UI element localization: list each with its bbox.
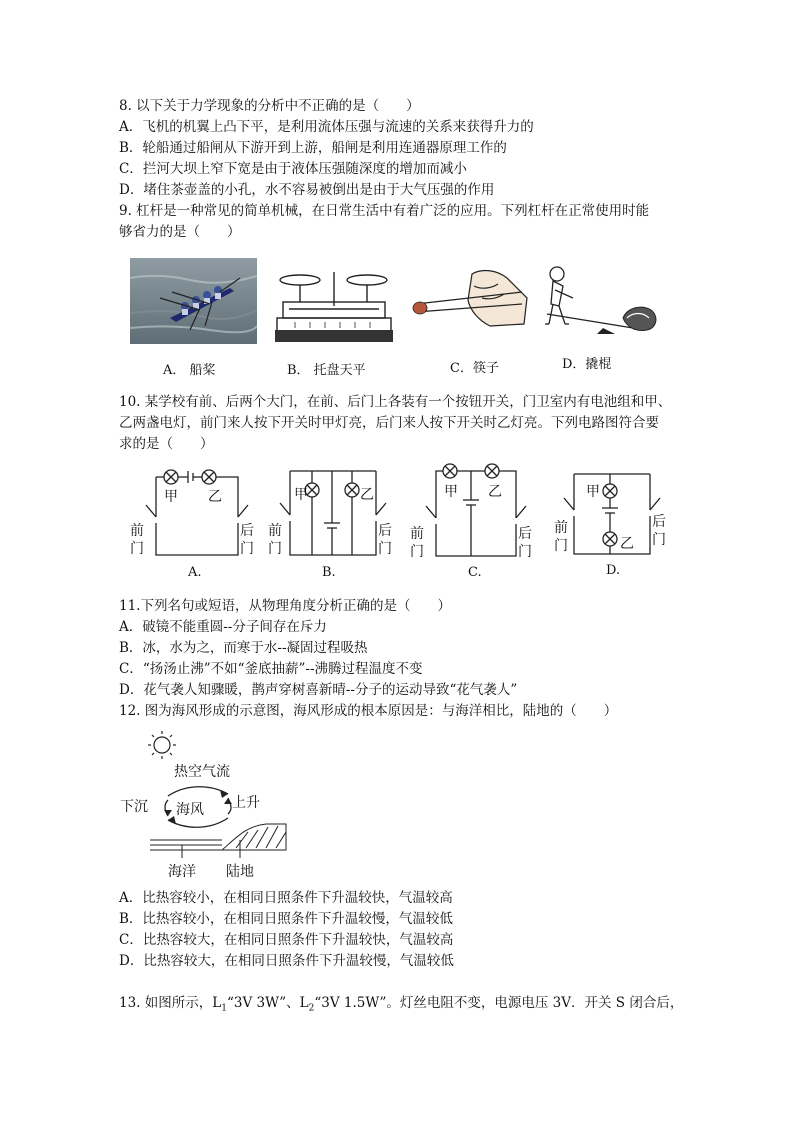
q9-caption-a: A． 船桨 [163, 363, 216, 378]
q10c-back: 后 [518, 526, 532, 542]
q10c-door-front: 门 [410, 544, 424, 560]
q9-stem-line2: 够省力的是（ ） [119, 224, 241, 240]
q11-option-b: B．冰，水为之，而寒于水--凝固过程吸热 [119, 640, 368, 656]
q10d-front: 前 [554, 520, 568, 536]
q10a-door-front: 门 [130, 541, 144, 557]
q10-stem-line1: 10. 某学校有前、后两个大门，在前、后门上各装有一个按钮开关，门卫室内有电池组和甲、 [119, 394, 672, 410]
q13-stem [119, 993, 683, 1019]
q9-stem-line1: 9. 杠杆是一种常见的简单机械，在日常生活中有着广泛的应用。下列杠杆在正常使用时能 [119, 203, 650, 219]
land-label: 陆地 [226, 864, 254, 880]
sea-label: 海洋 [168, 864, 196, 880]
q10b-door-front: 门 [268, 541, 282, 557]
q11-option-d: D．花气袭人知骤暖，鹊声穿树喜新晴--分子的运动导致“花气袭人” [119, 682, 518, 698]
q8-stem: 8. 以下关于力学现象的分析中不正确的是（ ） [119, 98, 420, 114]
q10b-front: 前 [268, 523, 282, 539]
q10b-back: 后 [378, 523, 392, 539]
q10a-front: 前 [130, 523, 144, 539]
q10d-lamp-a: 甲 [586, 484, 600, 500]
q10-caption-b: B. [322, 565, 336, 580]
q11-option-a: A．破镜不能重圆--分子间存在斥力 [119, 619, 327, 635]
q10-stem-line2: 乙两盏电灯，前门来人按下开关时甲灯亮，后门来人按下开关时乙灯亮。下列电路图符合要 [119, 415, 659, 431]
rowing-boat-photo [130, 258, 257, 344]
sun-icon [148, 731, 176, 759]
q10d-door-back: 门 [652, 532, 666, 548]
q11-stem: 11.下列名句或短语，从物理角度分析正确的是（ ） [119, 598, 451, 614]
q10a-lamp-b: 乙 [208, 489, 222, 505]
q10c-door-back: 门 [518, 544, 532, 560]
q10c-lamp-a: 甲 [444, 484, 458, 500]
q11-option-c: C．“扬汤止沸”不如“釜底抽薪”--沸腾过程温度不变 [119, 661, 423, 677]
q10a-lamp-a: 甲 [164, 489, 178, 505]
q8-option-b: B．轮船通过船闸从下游开到上游，船闸是利用连通器原理工作的 [119, 140, 507, 156]
q9-caption-d: D．撬棍 [562, 357, 612, 372]
q8-option-a: A．飞机的机翼上凸下平，是利用流体压强与流速的关系来获得升力的 [119, 119, 534, 135]
q13-part2: “3V 3W”、L [226, 995, 309, 1011]
q10d-back: 后 [652, 514, 666, 530]
circuit-a [128, 463, 268, 563]
q10a-back: 后 [240, 523, 254, 539]
q12-option-c: C．比热容较大，在相同日照条件下升温较快，气温较高 [119, 932, 454, 948]
chopsticks-hand-icon [412, 264, 532, 334]
q10b-door-back: 门 [378, 541, 392, 557]
sea-breeze-label: 海风 [176, 802, 204, 818]
q10-caption-d: D. [606, 563, 621, 578]
q12-stem: 12. 图为海风形成的示意图，海风形成的根本原因是：与海洋相比，陆地的（ ） [119, 703, 618, 719]
q10-caption-a: A. [188, 565, 202, 580]
circuit-d [552, 466, 672, 562]
q12-option-d: D．比热容较大，在相同日照条件下升温较慢，气温较低 [119, 953, 454, 969]
q10d-lamp-b: 乙 [620, 536, 634, 552]
q8-option-c: C．拦河大坝上窄下宽是由于液体压强随深度的增加而减小 [119, 161, 467, 177]
q8-option-d: D．堵住茶壶盖的小孔，水不容易被倒出是由于大气压强的作用 [119, 182, 495, 198]
q10b-lamp-a: 甲 [294, 487, 308, 503]
circuit-c [408, 460, 540, 564]
q9-caption-b: B． 托盘天平 [287, 363, 366, 378]
q10b-lamp-b: 乙 [360, 487, 374, 503]
q10-stem-line3: 求的是（ ） [119, 436, 214, 452]
q9-caption-c: C．筷子 [450, 361, 499, 376]
circuit-b [266, 463, 398, 563]
q10c-front: 前 [410, 526, 424, 542]
q13-sub2: 2 [308, 1003, 315, 1014]
rise-label: 上升 [232, 795, 260, 811]
q10-caption-c: C. [468, 565, 482, 580]
q13-sub1: 1 [221, 1003, 227, 1014]
q10d-door-front: 门 [554, 538, 568, 554]
q10c-lamp-b: 乙 [488, 484, 502, 500]
q10a-door-back: 门 [240, 541, 254, 557]
sink-label: 下沉 [120, 799, 148, 815]
q13-part3: “3V 1.5W”。灯丝电阻不变，电源电压 3V．开关 S 闭合后， [314, 995, 684, 1011]
hot-air-label: 热空气流 [174, 764, 230, 780]
sea-breeze-diagram [116, 728, 296, 884]
tray-balance-icon [275, 262, 393, 344]
q12-option-b: B．比热容较小，在相同日照条件下升温较慢，气温较低 [119, 911, 453, 927]
q12-option-a: A．比热容较小，在相同日照条件下升温较快，气温较高 [119, 890, 453, 906]
crowbar-icon [543, 262, 661, 340]
q13-part1: 13. 如图所示，L [119, 995, 222, 1011]
